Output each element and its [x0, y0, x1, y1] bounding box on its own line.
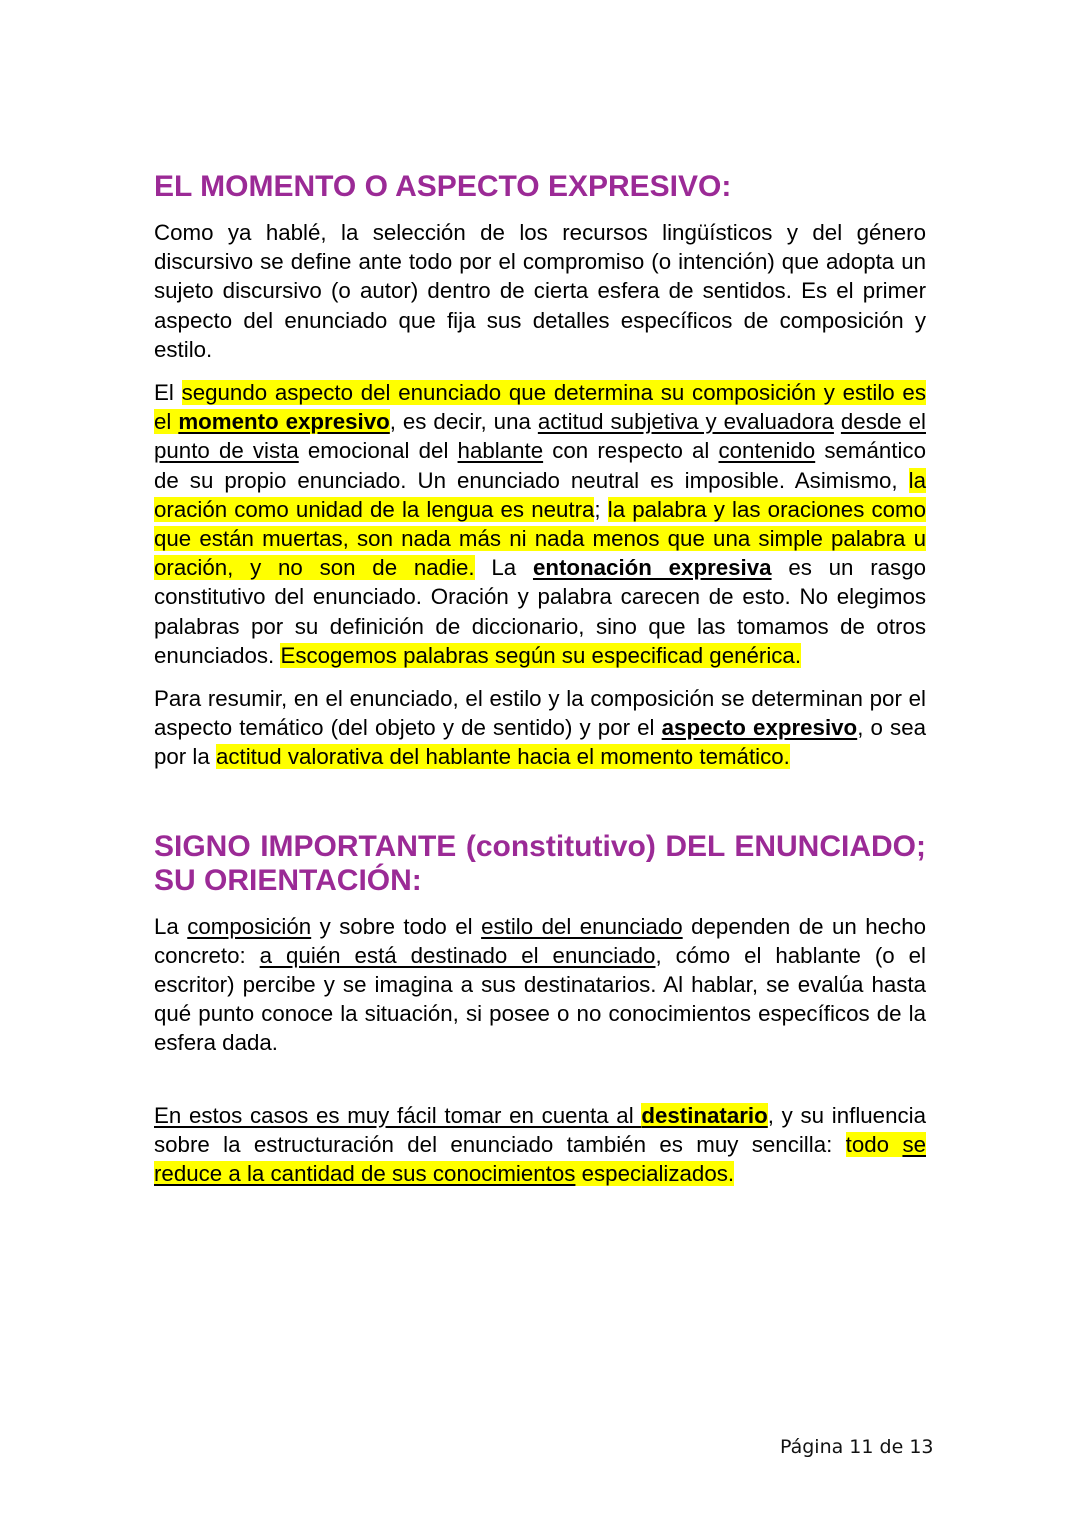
- text: [834, 409, 841, 434]
- text: es un rasgo constitutivo del enunciado. Oración y palabra carecen de esto. No elegimos palabras por su definición de diccionario, sino que las tomamos de otros enunciados.: [154, 555, 926, 668]
- highlight: la oración como unidad de la lengua es neutra: [154, 467, 926, 522]
- text: , es decir, una: [389, 409, 538, 435]
- text: La: [154, 913, 188, 939]
- spacer: [154, 1072, 926, 1101]
- text: y sobre todo el: [311, 913, 482, 939]
- text: , y su influencia sobre la estructuración del enunciado también es muy sencilla:: [154, 1102, 926, 1157]
- underlined-term: a quién está destinado el enunciado: [259, 942, 656, 968]
- underlined-term: actitud subjetiva y evaluadora: [537, 409, 834, 435]
- text: ;: [594, 496, 608, 522]
- text: semántico de su propio enunciado. Un enunciado neutral es imposible. Asimismo,: [154, 438, 926, 493]
- paragraph-resumen: [154, 684, 926, 772]
- bold-term: momento expresivo: [178, 409, 390, 435]
- text: , cómo el hablante (o el escritor) percibe y se imagina a sus destinatarios. Al hablar, se evalúa hasta qué punto conoce la situación, si posee o no conocimientos específicos de la esfera dada.: [154, 942, 926, 1056]
- underlined-term: estilo del enunciado: [481, 913, 683, 939]
- highlight: la palabra y las oraciones como que están muertas, son nada más ni nada menos que una simple palabra u oración, y no son de nadie.: [154, 496, 926, 581]
- paragraph-intro: Como ya hablé, la selección de los recursos lingüísticos y del género discursivo se define ante todo por el compromiso (o intención) que adopta un sujeto discursivo (o autor) dentro de cierta esfera de sentidos. Es el primer aspecto del enunciado que fija sus detalles específicos de composición y estilo.: [154, 220, 926, 362]
- text: segundo aspecto del enunciado que determina su composición y estilo es el: [154, 380, 926, 435]
- text: Para resumir, en el enunciado, el estilo y la composición se determinan por el aspecto temático (del objeto y de sentido) y por el: [154, 686, 926, 741]
- page-number: Página 11 de 13: [780, 1436, 934, 1458]
- paragraph-destinatario: [154, 1101, 926, 1189]
- underlined-term: se reduce a la cantidad de sus conocimientos: [154, 1131, 926, 1187]
- text: todo: [845, 1131, 903, 1157]
- underlined-term: contenido: [718, 438, 816, 464]
- text: , o sea por la: [154, 715, 927, 770]
- paragraph-composicion: [154, 912, 926, 1058]
- highlight: Escogemos palabras según su especificad genérica.: [280, 642, 802, 668]
- underlined-term: hablante: [457, 438, 544, 464]
- section-title-momento-expresivo: EL MOMENTO O ASPECTO EXPRESIVO:: [154, 170, 732, 203]
- paragraph-segundo-aspecto: [154, 378, 926, 670]
- document-page: [154, 170, 926, 1202]
- underlined-term: En estos casos es muy fácil tomar en cuenta al: [154, 1102, 642, 1128]
- underlined-term: composición: [187, 913, 312, 939]
- bold-term: aspecto expresivo: [661, 715, 858, 741]
- text: con respecto al: [543, 438, 719, 464]
- section-title-signo-importante: SIGNO IMPORTANTE (constitutivo) DEL ENUNCIADO; SU ORIENTACIÓN:: [154, 829, 926, 897]
- highlight: actitud valorativa del hablante hacia el momento temático.: [215, 744, 790, 770]
- bold-term: destinatario: [641, 1102, 768, 1128]
- text: La: [474, 555, 533, 581]
- underlined-term: desde el punto de vista: [154, 409, 926, 464]
- bold-term: entonación expresiva: [532, 555, 772, 581]
- text: dependen de un hecho concreto:: [154, 913, 926, 968]
- text: emocional del: [298, 438, 458, 464]
- text: El: [154, 380, 182, 406]
- text: especializados.: [575, 1161, 735, 1187]
